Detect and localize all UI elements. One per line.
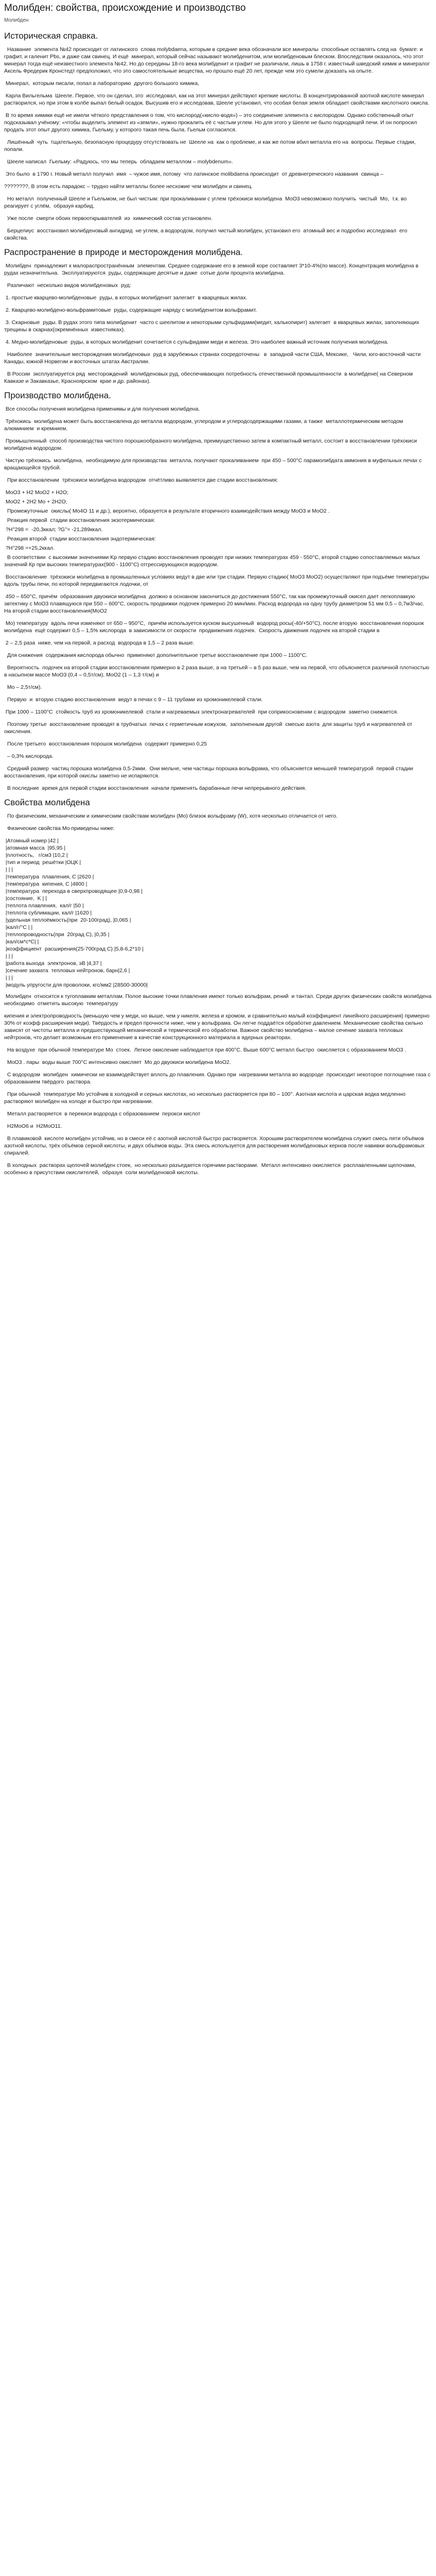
paragraph: С водородом молибден химически не взаимодействует вплоть до плавления. Однако при нагревании металла во водороде происходит некоторое поглощение газа с образованием твёрдого раствора. bbox=[4, 1072, 432, 1085]
paragraph: При 1000 – 1100°С стойкость труб из хромоникелевой стали и нагреваемых электронагревателей при соприкосновении с водородом заметно снижается. bbox=[4, 709, 398, 715]
reaction-list bbox=[4, 489, 432, 552]
paragraph: Первую и вторую стадию восстановления ведут в печах с 9 – 11 трубами из хромоникелевой стали. bbox=[4, 697, 263, 703]
table-row: |теплота плавления, кал/г |50 | bbox=[4, 903, 84, 909]
table-row: |температура плавления, C |2620 | bbox=[4, 874, 94, 880]
breadcrumb[interactable]: Молибден bbox=[4, 18, 29, 23]
paragraph: Для снижения содержания кислорода обычно применяют дополнительное третье восстановление при 1000 – 1100°C. bbox=[4, 652, 308, 658]
section-body bbox=[4, 46, 432, 242]
table-row: |состояние, K | | bbox=[4, 895, 47, 902]
section-heading: Распространение в природе и месторождения молибдена. bbox=[4, 247, 243, 257]
paragraph: Вероятность лодочек на второй стадии восстановления примерно в 2 раза выше, а на третьей – в 5 раз выше, чем на первой, что объясняется различной плотностью в насыпном массе MoO3 (0,4 – 0,5т/см), MoO2 (1 – 1,3 т/см) и bbox=[4, 665, 431, 678]
paragraph: Молибден принадлежит к малораспространённым элементам. Среднее содержание его в земной коре составляет 3*10-4%(по массе). Концентрация молибдена в рудах незначительна. Эксплуатируются руды, содержащие десятые и даже сотые доли процента молибдена. bbox=[4, 263, 420, 276]
paragraph: MoO3 . пары воды выше 700°С интенсивно окисляет Mo до двуокиси молибдена MoO2. bbox=[4, 1059, 231, 1065]
section-heading: Историческая справка. bbox=[4, 31, 98, 41]
paragraph: Наиболее значительные месторождения молибденовых руд в зарубежных странах сосредоточены в западной части США, Мексике, Чили, юго-восточной части Канады, южной Норвегии и восточных штатах Австралии. bbox=[4, 351, 423, 365]
paragraph: кипения и электропроводность (меньшую чем у меди, но выше, чем у никеля, железа и хромом, и сравнительно малый коэффициент линейного расширения) примерно 30% от коэфф расширения меди). Твёрдость и предел прочности ниже, чем у вольфрама. Он легче поддаётся обработке давлением. Механические свойства сильно зависят от чистоты металла и предшествующей механической и термической его обработки. Важное свойство молибдена – малое сечение захвата тепловых нейтронов, что делает возможным его применение в качестве конструкционного материала в ядерных реакторах. bbox=[4, 1013, 431, 1041]
table-row: |температура перехода в сверхпроводящее |0,9-0,98 | bbox=[4, 888, 143, 894]
paragraph: В плавиковой кислоте молибден устойчив, но в смеси её с азотной кислотой быстро растворяется. Хорошим растворителем молибдена служит смесь пяти объёмов азотной кислоты, трёх объёмов серной кислоты, и двух объёмов воды. Эта смесь используется для растворения молибденовых кернов после навивки вольфрамовых спиралей. bbox=[4, 1136, 426, 1156]
paragraph: Шееле написал Гьельму: «Радуюсь, что мы теперь обладаем металлом – molybdenum». bbox=[4, 159, 233, 165]
paragraph: Название элемента №42 происходит от латинского слова molybdaena, которым в средние века обозначали все минералы способные оставлять след на бумаге: и графит, и галенит Pbs, и даже сам свинец. И ещё минерал, который сейчас называют молибденитом, или молибденовым блеском. Впоследствии оказалось, что этот минерал тогда ещё неизвестного элемента №42. Но до середины 18-го века молибденит и графит не различали, лишь в 1758 г. известный шведский химик и минералог Аксель Фредерик Кронстедт предположил, что это самостоятельные вещества, но прошло ещё 20 лет, прежде чем это сумели доказать на опыте. bbox=[4, 46, 431, 74]
paragraph: Средний размер частиц порошка молибдена 0,5-2мкм. Они мельче, чем частицы порошка вольфрама, что объясняется меньшей температурой первой стадии восстановления, при которой окислы заметно не испаряются. bbox=[4, 766, 416, 779]
paragraph: Mo – 2,5т/см). bbox=[4, 684, 42, 690]
paragraph: Чистую трёхокись молибдена, необходимую для производства металла, получают прокаливанием при 450 – 500°С парамолибдата аммония в муфельных печах с вращающейся трубой. bbox=[4, 457, 424, 471]
table-row: |Атомный номер |42 | bbox=[4, 838, 59, 844]
paragraph: 2 – 2,5 раза ниже, чем на первой, а расход водорода в 1,5 – 2 раза выше. bbox=[4, 640, 195, 646]
paragraph: Восстановление трёхокиси молибдена в промышленных условиях ведут в две или три стадии. Первую стадию( MoO3 MoO2) осуществляют при подъёме температуры вдоль трубы печи, по которой передвигаются лодочки, от bbox=[4, 574, 431, 587]
page-title: Молибден: свойства, происхождение и производство bbox=[4, 3, 246, 13]
paragraph: ????????, В этом есть парадокс – трудно найти металлы более несхожие чем молибден и свинец. bbox=[4, 183, 253, 190]
table-row: |удельная теплоёмкость(при 20-100град), |0,065 | bbox=[4, 917, 131, 923]
table-row: |температура кипения, С |4800 | bbox=[4, 881, 88, 887]
section-heading: Производство молибдена. bbox=[4, 391, 111, 400]
paragraph: Mo) температуру вдоль печи изменяют от 650 – 950°C, причём используется куском высушенный водород росы(-40/+50°C), после вторую восстановления порошок молибдена ещё содержит 0,5 – 1,5% кислорода в зависимости от скорости продвижения лодочек. Скорость движения лодочек на второй стадии в bbox=[4, 620, 426, 634]
paragraph: MoO2 + 2H2 Mo + 2H2O; bbox=[4, 499, 67, 505]
paragraph: Трёхокись молибдена может быть восстановлена до металла водородом, углеродом и углеродсодержащими газами, а также металлотермическим методом алюминием и кремнием. bbox=[4, 418, 405, 432]
table-row: |коэффициент расширения(25-700град С) |5,8-6,2*10 | bbox=[4, 946, 144, 952]
paragraph: Металл растворяется в перекиси водорода с образованием перокси кислот bbox=[4, 1111, 201, 1117]
paragraph: Реакция первой стадии восстановления экзотермическая: bbox=[4, 517, 155, 523]
table-row: |модуль упругости для проволоки, кгс/мм2 |28500-30000| bbox=[4, 982, 148, 988]
section-properties bbox=[4, 797, 432, 1176]
paragraph: 450 – 650°C, причём образования двуокиси молибдена должно в основном закончиться до достижения 550°C, так как промежуточный окисел дает легкоплавкую эвтектику с MoO3 плавящуюся при 550 – 600°C, скорость продвижки лодочек примерно 20 мин/мин. Расход водорода на одну трубу диаметром 51 мм 0,5 – 0,7м3/час. На второй стадии восстановления(MoO2 bbox=[4, 594, 426, 614]
paragraph: Поэтому третье восстановление проводят в трубчатых печах с герметичным кожухом, заполненным другой смесью азота для защиты труб и нагревателей от окисления. bbox=[4, 721, 414, 735]
paragraph: ?H°298 = -20,3ккал; ?G°= -21,289ккал. bbox=[4, 527, 103, 533]
section-body bbox=[4, 262, 432, 385]
paragraph: Но металл полученный Шееле и Гьельмом, не был чистым: при прокаливании с углем трёхокиси молибдена MoO3 невозможно получить чистый Mo, т.к. во реагирует с углём, образуя карбид. bbox=[4, 196, 408, 209]
paragraph: Реакция второй стадии восстановления эндотермическая: bbox=[4, 536, 156, 542]
article-page bbox=[0, 2, 436, 1188]
paragraph: Физические свойства Mo приведены ниже: bbox=[4, 825, 115, 832]
paragraph: В последние время для первой стадии восстановления начали применять барабанные печи непрерывного действия. bbox=[4, 785, 307, 791]
table-row: |тип и период решётки |ОЦК | bbox=[4, 859, 81, 866]
paragraph: Уже после смерти обоих первооткрывателей из химический состав установлен. bbox=[4, 215, 213, 222]
table-row: | | | bbox=[4, 867, 13, 873]
section-body bbox=[4, 405, 432, 484]
paragraph: Все способы получения молибдена применимы и для получения молибдена. bbox=[4, 406, 200, 412]
table-row: | | | bbox=[4, 975, 13, 981]
paragraph: В то время химики ещё не имели чёткого представления о том, что кислород(«кисло-водя») – это соединение элемента с кислородом. Однако собственный опыт подсказывал учёному: «чтобы выделить элемент из «земли», нужно прокалить её с частым углем. Но для этого у Шееле не было подходящей печи. И он попросил продать этот опыт другого химика, Гьельму, у которого такая печь была. Гьельм согласился. bbox=[4, 112, 418, 133]
table-row: |работа выхода электронов, эВ |4,37 | bbox=[4, 960, 102, 967]
paragraph: Промышленный способ производства чистого порошкообразного молибдена, преимущественно затем в компактный металл, состоит в восстановлении трёхокиси молибдена водородом. bbox=[4, 438, 418, 451]
table-row: |теплопроводность(при 20град С), |0,35 | bbox=[4, 931, 110, 938]
paragraph: Берцелиус восстановил молибденовый ангидрид не углем, а водородом, получил чистый молибден, установил его атомный вес и подробно исследовал его свойства. bbox=[4, 228, 409, 241]
paragraph: После третьего восстановления порошок молибдена содержит примерно 0,25 bbox=[4, 741, 207, 747]
paragraph: Лишённый чуть тщательную, безопасную процедуру отсутствовать не Шееле на как о проблеме, и как же потом вбил металла его на вопросы. Первые стадии, попали. bbox=[4, 139, 417, 152]
paragraph: В соответствии с высокими значениями Kp первую стадию восстановления проводят при низких температурах 459 - 550°C, второй стадию сопоставляемых малых значений Кр при высоких температурах(900 - 1100°C) отгрессирующихся водородом. bbox=[4, 554, 422, 568]
paragraph: 4. Медно-молибденовые руды, в которых молибденит сочетается с сульфидами меди и железа. Это наиболее важный источник получения молибдена. bbox=[4, 339, 389, 345]
table-row: |теплота сублимации, кал/г |1620 | bbox=[4, 910, 92, 916]
production-details bbox=[4, 554, 432, 792]
paragraph: MoO3 + H2 MoO2 + H2O; bbox=[4, 489, 68, 496]
paragraph: По физическим, механическим и химическим свойствам молибден (Mo) близок вольфраму (W), хотя несколько отличается от него. bbox=[4, 813, 338, 819]
paragraph: – 0,3% кислорода. bbox=[4, 753, 54, 759]
table-row: |сечение захвата тепловых нейтронов, барн|2,6 | bbox=[4, 968, 130, 974]
table-row: |атомная масса |95,95 | bbox=[4, 845, 66, 851]
paragraph: На воздухе при обычной температуре Mo стоек. Легкое окисление наблюдается при 400°С. Выше 600°С металл быстро окисляется с образованием MoO3 . bbox=[4, 1047, 407, 1053]
paragraph: При обычной температуре Mo устойчив в холодной и серных кислотах, но несколько растворяется при 80 – 100°. Азотная кислота и царская водка медленно растворяют молибден на холоде и быстро при нагревании. bbox=[4, 1091, 407, 1105]
paragraph: ?H°298 =+25,2ккал. bbox=[4, 545, 55, 551]
properties-table bbox=[4, 837, 432, 989]
paragraph: Это было в 1790 г. Новый металл получил имя – чужое имя, потому что латинское molibdaena происходит от древнегреческого названия свинца – bbox=[4, 171, 383, 177]
table-row: |плотность, г/см3 |10,2 | bbox=[4, 852, 68, 858]
paragraph: H2MoO6 и H2MoO11. bbox=[4, 1123, 62, 1129]
section-body bbox=[4, 812, 432, 832]
section-distribution bbox=[4, 247, 432, 385]
paragraph: В холодных растворах щелочей молибден стоек, но несколько разъедается горячими растворами. Металл интенсивно окисляется расплавленными щелочами, особенно в присутствии окислителей, образуя соли молибденовой кислоты. bbox=[4, 1162, 417, 1176]
section-history bbox=[4, 30, 432, 242]
section-production bbox=[4, 390, 432, 792]
paragraph: Карла Вильгельма Шееле. Первое, что он сделал, это исследовал, как на этот минерал действуют крепкие кислоты. В концентрированной азотной кислоте минерал растворился, но при этом в колбе выпал белый осадок. Высушив его и исследовав, Шееле установил, что особая белая земля обладает свойствами кислотного окисла. bbox=[4, 93, 429, 106]
paragraph: 3. Скарновые руды. В рудах этого типа молибденит часто с шеелитом и некоторыми сульфидами(медит, халькопирит) залегает в кварцевых жилах, заполняющих трещины в скарнах(окремнённых известняках). bbox=[4, 319, 421, 333]
paragraph: Молибден относится к тугоплавким металлам. Полое высокие точки плавления имеют только вольфрам, рений и тантал. Среди других физических свойств молибдена необходимо отметить высокую температуру bbox=[4, 993, 434, 1007]
paragraph: В России эксплуатируется ряд месторождений молибденовых руд, обеспечивающих потребность отечественной промышленности в молибдене( на Северном Кавказе и Закавказье, Красноярском крае и др. районах). bbox=[4, 371, 416, 384]
paragraph: При восстановлении трёхокиси молибдена водородом отчётливо выявляется две стадии восстановления: bbox=[4, 477, 278, 483]
paragraph: Минерал, которым писали, попал в лабораторию другого большого химика, bbox=[4, 80, 199, 87]
paragraph: 1. простые кварцево-молибденовые руды, в которых молибденит залегает в кварцевых жилах. bbox=[4, 295, 248, 301]
section-heading: Свойства молибдена bbox=[4, 798, 90, 807]
table-row: |кал/см*с*C| | bbox=[4, 939, 39, 945]
table-row: | | | bbox=[4, 953, 13, 959]
table-row: |кал/г/°C | | bbox=[4, 924, 33, 930]
paragraph: Различают несколько видов молибденовых руд: bbox=[4, 282, 131, 289]
properties-description bbox=[4, 993, 432, 1176]
paragraph: Промежуточные окислы( Mo4O 11 и др.), вероятно, образуется в результате вторичного взаимодействия между MoO3 и MoO2 . bbox=[4, 508, 330, 514]
paragraph: 2. Кварцево-молибдено-вольфрамитовые руды, содержащие наряду с молибденитом вольфрамит. bbox=[4, 307, 257, 313]
